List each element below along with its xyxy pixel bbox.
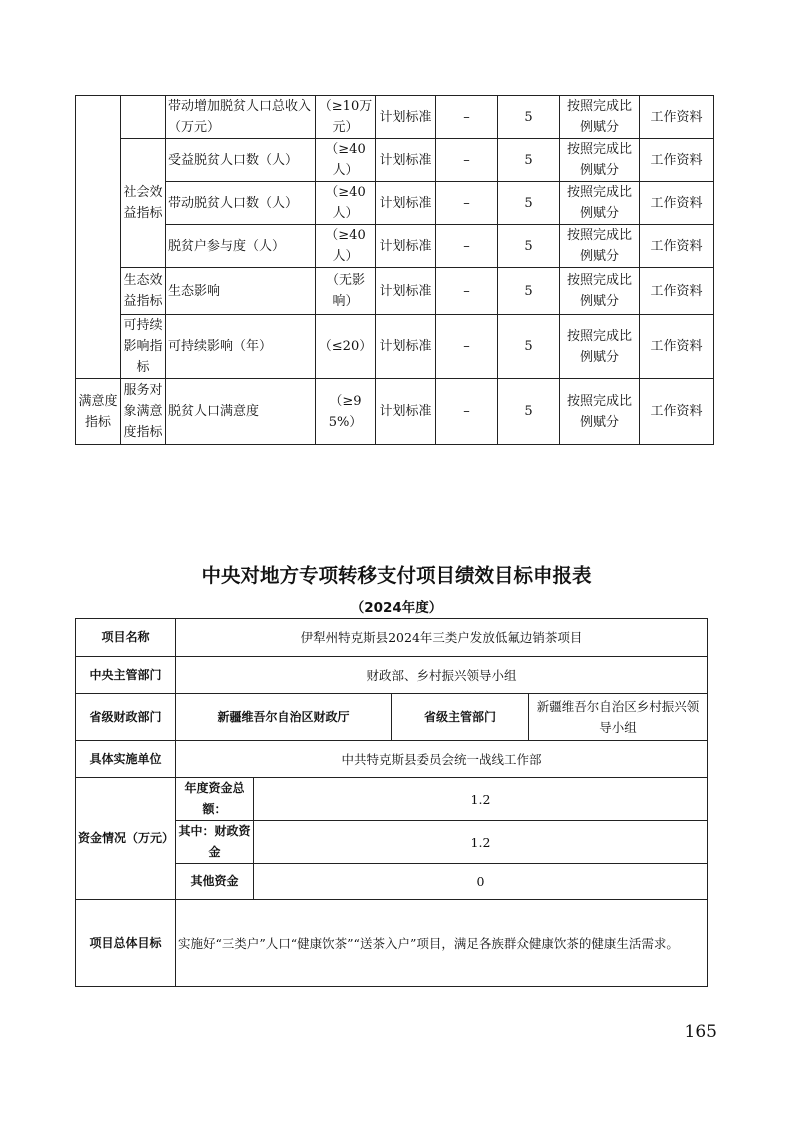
- table-row: [76, 96, 714, 139]
- method-cell: 按照完成比例赋分: [560, 268, 640, 315]
- method-cell: 按照完成比例赋分: [560, 96, 640, 139]
- overall-goal-label: 项目总体目标: [76, 900, 176, 987]
- provincial-finance-value: 新疆维吾尔自治区财政厅: [176, 694, 392, 741]
- source-cell: 工作资料: [640, 96, 714, 139]
- level2-cell: [121, 96, 166, 139]
- target-cell: （无影响）: [316, 268, 376, 315]
- table-row: [76, 268, 714, 315]
- other-funds-label: 其他资金: [176, 864, 254, 900]
- source-cell: 工作资料: [640, 268, 714, 315]
- provincial-finance-label: 省级财政部门: [76, 694, 176, 741]
- fiscal-funds-label: 其中：财政资金: [176, 821, 254, 864]
- target-cell: （≥40人）: [316, 139, 376, 182]
- basis-cell: 计划标准: [376, 379, 436, 445]
- actual-cell: –: [436, 96, 498, 139]
- level1-cell: 满意度指标: [76, 379, 121, 445]
- funds-label: 资金情况（万元）: [76, 778, 176, 900]
- score-cell: 5: [498, 139, 560, 182]
- target-cell: （≤20）: [316, 315, 376, 379]
- actual-cell: –: [436, 379, 498, 445]
- score-cell: 5: [498, 268, 560, 315]
- method-cell: 按照完成比例赋分: [560, 139, 640, 182]
- level2-cell: 服务对象满意度指标: [121, 379, 166, 445]
- table-row: [76, 900, 708, 987]
- project-name-label: 项目名称: [76, 619, 176, 657]
- indicator-cell: 脱贫户参与度（人）: [166, 225, 316, 268]
- table-row: [76, 778, 708, 821]
- indicator-cell: 受益脱贫人口数（人）: [166, 139, 316, 182]
- overall-goal-value: 实施好“三类户”人口“健康饮茶”“送茶入户”项目，满足各族群众健康饮茶的健康生活需求。: [176, 900, 708, 987]
- basis-cell: 计划标准: [376, 268, 436, 315]
- method-cell: 按照完成比例赋分: [560, 225, 640, 268]
- actual-cell: –: [436, 225, 498, 268]
- score-cell: 5: [498, 225, 560, 268]
- actual-cell: –: [436, 268, 498, 315]
- form-subtitle: （2024年度）: [350, 600, 443, 616]
- basis-cell: 计划标准: [376, 225, 436, 268]
- indicator-cell: 带动增加脱贫人口总收入（万元）: [166, 96, 316, 139]
- other-funds-value: 0: [254, 864, 708, 900]
- central-dept-label: 中央主管部门: [76, 657, 176, 694]
- basis-cell: 计划标准: [376, 139, 436, 182]
- actual-cell: –: [436, 182, 498, 225]
- target-cell: （≥10万元）: [316, 96, 376, 139]
- project-declaration-form: [75, 618, 708, 987]
- actual-cell: –: [436, 139, 498, 182]
- method-cell: 按照完成比例赋分: [560, 182, 640, 225]
- table-row: [76, 619, 708, 657]
- fiscal-funds-value: 1.2: [254, 821, 708, 864]
- source-cell: 工作资料: [640, 315, 714, 379]
- score-cell: 5: [498, 315, 560, 379]
- source-cell: 工作资料: [640, 225, 714, 268]
- performance-indicator-table: [75, 95, 714, 445]
- level2-cell: 生态效益指标: [121, 268, 166, 315]
- table-row: [76, 182, 714, 225]
- target-cell: （≥40人）: [316, 182, 376, 225]
- indicator-cell: 可持续影响（年）: [166, 315, 316, 379]
- target-cell: （≥95%）: [316, 379, 376, 445]
- project-name-value: 伊犁州特克斯县2024年三类户发放低氟边销茶项目: [176, 619, 708, 657]
- implementer-value: 中共特克斯县委员会统一战线工作部: [176, 741, 708, 778]
- score-cell: 5: [498, 182, 560, 225]
- actual-cell: –: [436, 315, 498, 379]
- indicator-cell: 生态影响: [166, 268, 316, 315]
- source-cell: 工作资料: [640, 139, 714, 182]
- table-row: [76, 694, 708, 741]
- table-row: [76, 379, 714, 445]
- source-cell: 工作资料: [640, 182, 714, 225]
- implementer-label: 具体实施单位: [76, 741, 176, 778]
- annual-total-label: 年度资金总额：: [176, 778, 254, 821]
- source-cell: 工作资料: [640, 379, 714, 445]
- method-cell: 按照完成比例赋分: [560, 379, 640, 445]
- annual-total-value: 1.2: [254, 778, 708, 821]
- score-cell: 5: [498, 96, 560, 139]
- form-title: 中央对地方专项转移支付项目绩效目标申报表: [201, 564, 592, 587]
- basis-cell: 计划标准: [376, 96, 436, 139]
- target-cell: （≥40人）: [316, 225, 376, 268]
- indicator-cell: 带动脱贫人口数（人）: [166, 182, 316, 225]
- method-cell: 按照完成比例赋分: [560, 315, 640, 379]
- basis-cell: 计划标准: [376, 315, 436, 379]
- central-dept-value: 财政部、乡村振兴领导小组: [176, 657, 708, 694]
- table-row: [76, 139, 714, 182]
- table-row: [76, 225, 714, 268]
- provincial-dept-value: 新疆维吾尔自治区乡村振兴领导小组: [529, 694, 708, 741]
- provincial-dept-label: 省级主管部门: [392, 694, 529, 741]
- table-row: [76, 657, 708, 694]
- table-row: [76, 315, 714, 379]
- page-number: 165: [684, 1022, 717, 1042]
- table-row: [76, 741, 708, 778]
- score-cell: 5: [498, 379, 560, 445]
- level2-cell: 可持续影响指标: [121, 315, 166, 379]
- indicator-cell: 脱贫人口满意度: [166, 379, 316, 445]
- basis-cell: 计划标准: [376, 182, 436, 225]
- level1-cell: [76, 96, 121, 379]
- level2-cell: 社会效益指标: [121, 139, 166, 268]
